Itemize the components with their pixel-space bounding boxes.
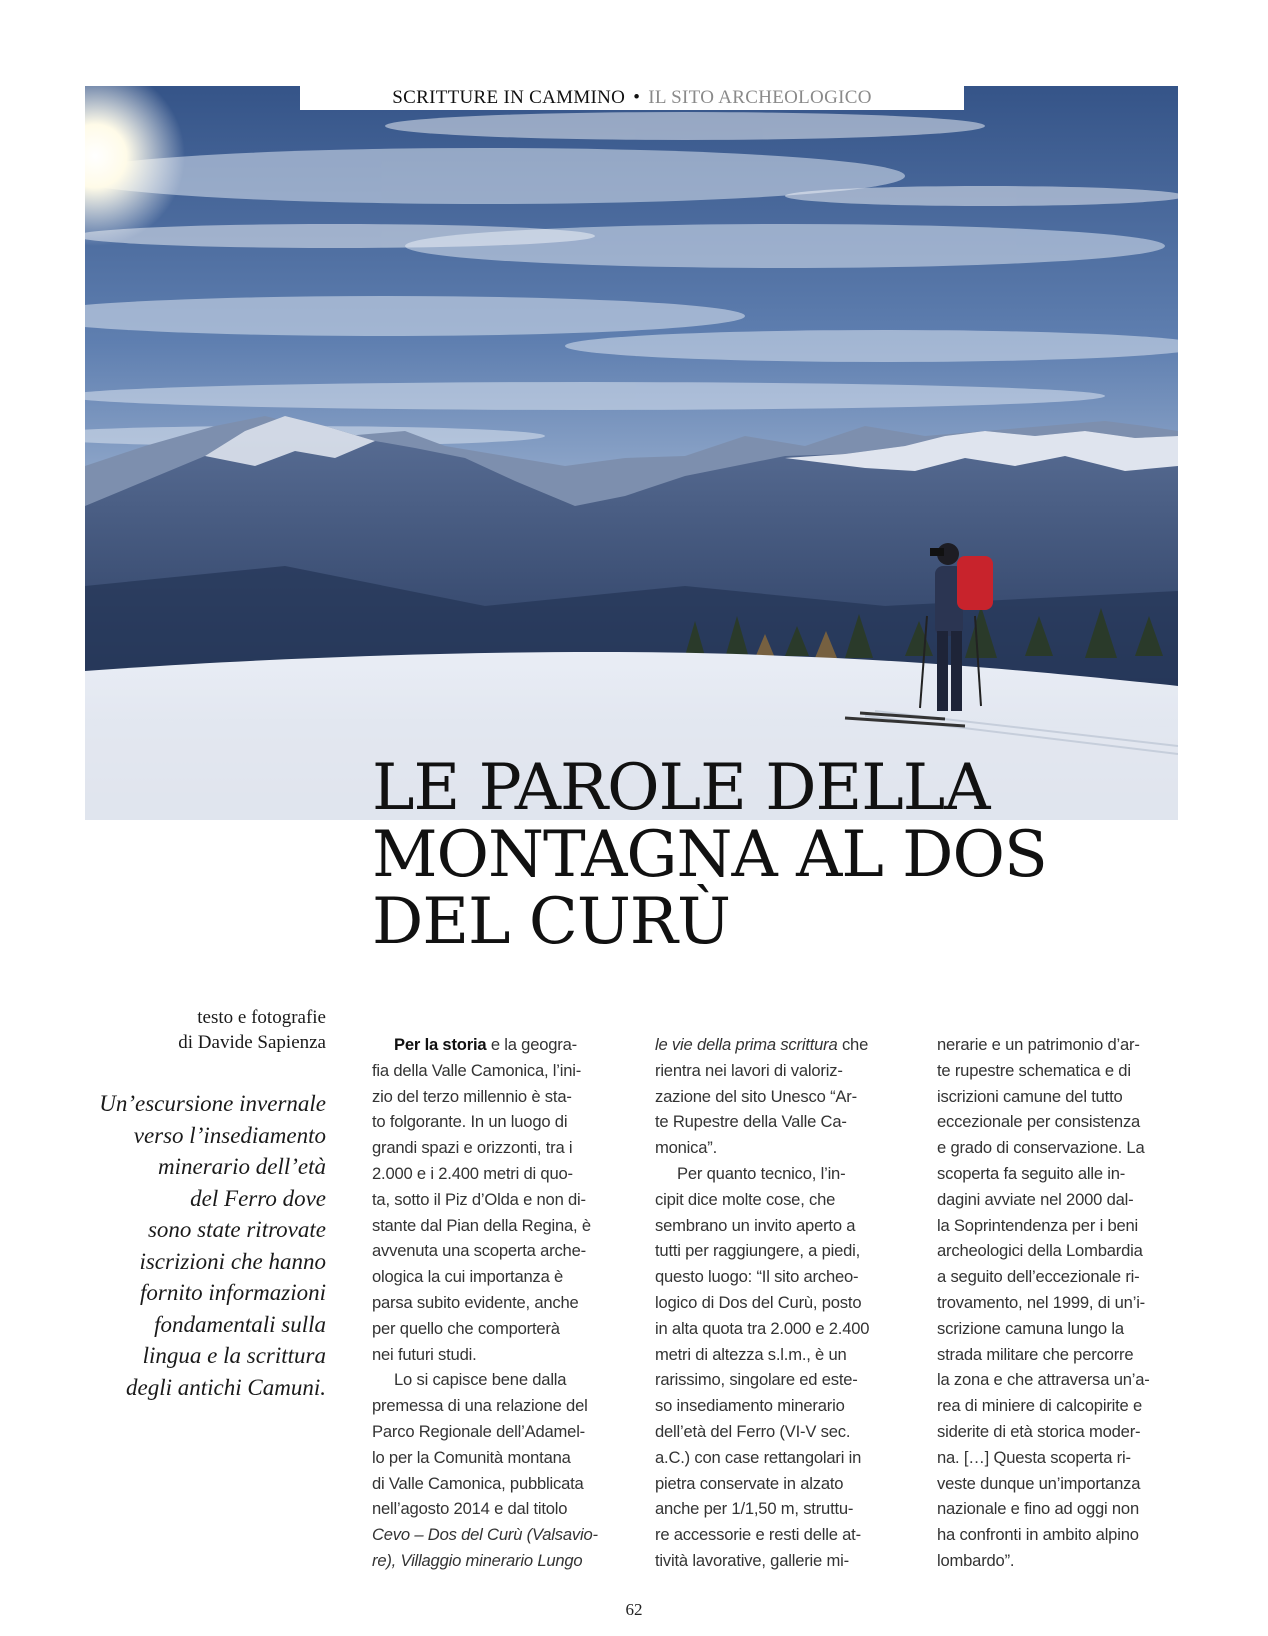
- lead-line: del Ferro dove: [190, 1185, 326, 1211]
- body-line: rientra nei lavori di valoriz-: [655, 1060, 843, 1080]
- body-line: scoperta fa seguito alle in-: [937, 1163, 1126, 1183]
- lead-paragraph: [70, 1088, 326, 1403]
- lead-line: sono state ritrovate: [147, 1217, 326, 1242]
- body-line: premessa di una relazione del: [372, 1396, 588, 1416]
- body-line: tutti per raggiungere, a piedi,: [655, 1241, 861, 1261]
- separator-bullet: •: [633, 87, 641, 108]
- section-label: SCRITTURE IN CAMMINO: [392, 87, 626, 108]
- body-line: di Valle Camonica, pubblicata: [372, 1473, 584, 1493]
- page-number: 62: [625, 1600, 643, 1619]
- lead-line: fornito informazioni: [140, 1280, 326, 1305]
- body-line: re accessorie e resti delle at-: [655, 1525, 861, 1545]
- body-line: in alta quota tra 2.000 e 2.400: [655, 1318, 870, 1338]
- body-line: nell’agosto 2014 e dal titolo: [372, 1499, 568, 1519]
- body-line: la Soprintendenza per i beni: [937, 1215, 1139, 1235]
- hero-photo: [85, 86, 1178, 825]
- article-title: [372, 751, 1172, 959]
- body-line: archeologici della Lombardia: [937, 1241, 1143, 1261]
- body-line: lo per la Comunità montana: [372, 1447, 571, 1467]
- body-line: Parco Regionale dell’Adamel-: [372, 1421, 586, 1441]
- body-line: Per quanto tecnico, l’in-: [677, 1163, 846, 1183]
- body-line: questo luogo: “Il sito archeo-: [655, 1267, 859, 1287]
- lead-line: lingua e la scrittura: [142, 1343, 326, 1368]
- body-line: a.C.) con case rettangolari in: [655, 1447, 862, 1467]
- body-line: parsa subito evidente, anche: [372, 1292, 579, 1312]
- body-line: cipit dice molte cose, che: [655, 1189, 836, 1209]
- body-line: na. […] Questa scoperta ri-: [937, 1447, 1131, 1467]
- body-line: to folgorante. In un luogo di: [372, 1112, 568, 1132]
- title-line: DEL CURÙ: [372, 885, 730, 959]
- body-line: Lo si capisce bene dalla: [394, 1370, 567, 1390]
- body-line: a seguito dell’eccezionale ri-: [937, 1267, 1140, 1287]
- body-line: nei futuri studi.: [372, 1344, 477, 1364]
- body-line: ologica la cui importanza è: [372, 1267, 564, 1287]
- body-line: stante dal Pian della Regina, è: [372, 1215, 591, 1235]
- lead-line: fondamentali sulla: [154, 1311, 326, 1337]
- body-line: metri di altezza s.l.m., è un: [655, 1344, 847, 1364]
- body-line: lombardo”.: [937, 1550, 1015, 1570]
- body-line-italic: re), Villaggio minerario Lungo: [372, 1550, 583, 1570]
- body-line-italic: Cevo – Dos del Curù (Valsavio-: [372, 1525, 598, 1545]
- body-column-2: [655, 1032, 900, 1574]
- body-line: e grado di conservazione. La: [937, 1138, 1145, 1158]
- lead-line: minerario dell’età: [158, 1154, 326, 1179]
- title-line: MONTAGNA AL DOS: [372, 818, 1047, 892]
- body-text: che: [837, 1035, 869, 1054]
- section-header: [300, 86, 964, 110]
- body-column-3: [937, 1032, 1182, 1574]
- body-line: veste dunque un’importanza: [937, 1473, 1141, 1493]
- body-line: dell’età del Ferro (VI-V sec.: [655, 1421, 851, 1441]
- body-line: rarissimo, singolare ed este-: [655, 1370, 858, 1390]
- lead-line: verso l’insediamento: [133, 1122, 326, 1148]
- body-line: zio del terzo millennio è sta-: [372, 1086, 572, 1106]
- body-line: iscrizioni camune del tutto: [937, 1086, 1123, 1106]
- body-line: sembrano un invito aperto a: [655, 1215, 856, 1235]
- body-line: so insediamento minerario: [655, 1396, 845, 1416]
- body-line: per quello che comporterà: [372, 1318, 560, 1338]
- body-line: trovamento, nel 1999, di un’i-: [937, 1292, 1146, 1312]
- body-line: logico di Dos del Curù, posto: [655, 1292, 862, 1312]
- body-line: eccezionale per consistenza: [937, 1112, 1141, 1132]
- body-line: tività lavorative, gallerie mi-: [655, 1550, 849, 1570]
- body-line: zazione del sito Unesco “Ar-: [655, 1086, 857, 1106]
- body-line: dagini avviate nel 2000 dal-: [937, 1189, 1134, 1209]
- body-column-1: [372, 1032, 617, 1574]
- body-line: te Rupestre della Valle Ca-: [655, 1112, 847, 1132]
- body-line: pietra conservate in alzato: [655, 1473, 844, 1493]
- body-line: fia della Valle Camonica, l’ini-: [372, 1060, 582, 1080]
- title-line: LE PAROLE DELLA: [372, 751, 990, 825]
- byline-credit: testo e fotografie: [197, 1007, 326, 1028]
- body-line: ta, sotto il Piz d’Olda e non di-: [372, 1189, 586, 1209]
- body-line: strada militare che percorre: [937, 1344, 1134, 1364]
- lead-line: Un’escursione invernale: [99, 1091, 326, 1116]
- body-line: 2.000 e i 2.400 metri di quo-: [372, 1163, 573, 1183]
- byline: [130, 1005, 326, 1055]
- body-line: monica”.: [655, 1138, 718, 1158]
- body-line: rea di miniere di calcopirite e: [937, 1396, 1143, 1416]
- lead-line: iscrizioni che hanno: [139, 1248, 326, 1274]
- body-line: nazionale e fino ad oggi non: [937, 1499, 1139, 1519]
- mountain-landscape-image: [85, 86, 1178, 825]
- body-line: scrizione camuna lungo la: [937, 1318, 1124, 1338]
- body-line: ha confronti in ambito alpino: [937, 1525, 1139, 1545]
- body-line: grandi spazi e orizzonti, tra i: [372, 1138, 573, 1158]
- body-italic-title: le vie della prima scrittura: [655, 1035, 838, 1054]
- body-line: siderite di età storica moder-: [937, 1421, 1141, 1441]
- body-line: avvenuta una scoperta arche-: [372, 1241, 586, 1261]
- body-line: te rupestre schematica e di: [937, 1060, 1131, 1080]
- lead-line: degli antichi Camuni.: [126, 1374, 326, 1400]
- body-line: nerarie e un patrimonio d’ar-: [937, 1035, 1140, 1054]
- body-line: [655, 1032, 900, 1058]
- body-line: anche per 1/1,50 m, struttu-: [655, 1499, 854, 1519]
- subsection-label: IL SITO ARCHEOLOGICO: [648, 87, 872, 108]
- body-text: e la geogra-: [486, 1035, 577, 1054]
- body-line: la zona e che attraversa un’a-: [937, 1370, 1150, 1390]
- byline-author: di Davide Sapienza: [178, 1032, 326, 1053]
- drop-lead-bold: Per la storia: [394, 1035, 487, 1054]
- body-line: [372, 1032, 617, 1058]
